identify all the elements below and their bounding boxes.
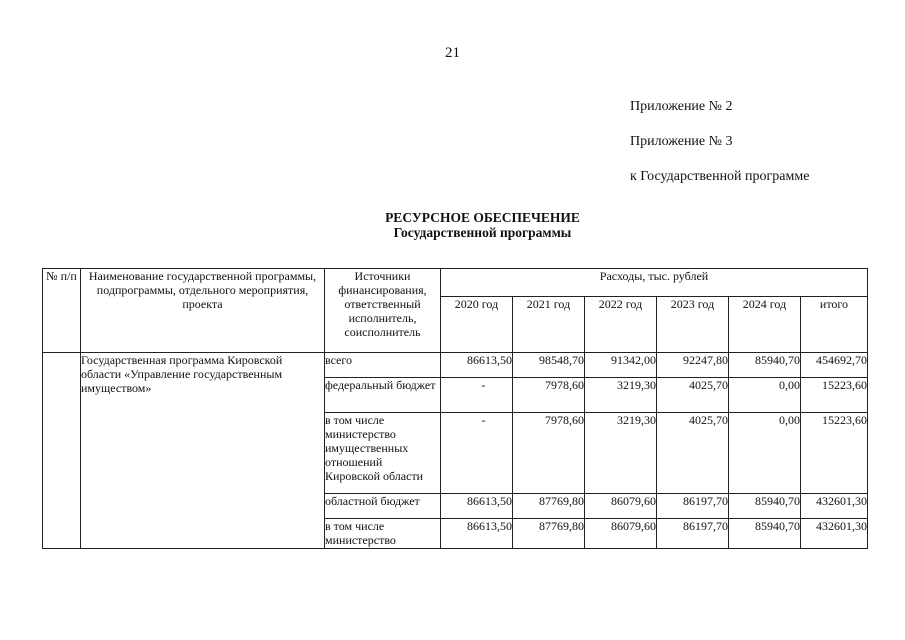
value-cell: 4025,70	[657, 413, 729, 494]
value-cell: 86613,50	[441, 519, 513, 549]
header-row-1	[43, 269, 868, 297]
value-cell: 7978,60	[513, 378, 585, 413]
value-cell: 0,00	[729, 413, 801, 494]
value-cell: 91342,00	[585, 353, 657, 378]
total-cell: 432601,30	[801, 519, 868, 549]
total-cell: 15223,60	[801, 413, 868, 494]
appendix-line-2: Приложение № 3	[630, 134, 733, 149]
header-year-2021: 2021 год	[513, 297, 585, 353]
value-cell: 86613,50	[441, 494, 513, 519]
value-cell: 85940,70	[729, 494, 801, 519]
document-title-line-2: Государственной программы	[393, 225, 572, 240]
resources-table	[42, 268, 868, 549]
value-cell: -	[441, 413, 513, 494]
table-row	[43, 353, 868, 378]
header-year-2024: 2024 год	[729, 297, 801, 353]
value-cell: 7978,60	[513, 413, 585, 494]
value-cell: 86197,70	[657, 519, 729, 549]
header-source: Источники финансирования, ответственный исполнитель, соисполнитель	[325, 269, 441, 353]
total-cell: 454692,70	[801, 353, 868, 378]
header-expenses: Расходы, тыс. рублей	[441, 269, 868, 297]
value-cell: 85940,70	[729, 353, 801, 378]
value-cell: 0,00	[729, 378, 801, 413]
source-cell: областной бюджет	[325, 494, 441, 519]
header-year-2023: 2023 год	[657, 297, 729, 353]
header-name: Наименование государственной программы, подпрограммы, отдельного мероприятия, проекта	[81, 269, 325, 353]
value-cell: 87769,80	[513, 494, 585, 519]
value-cell: 92247,80	[657, 353, 729, 378]
value-cell: 86079,60	[585, 494, 657, 519]
value-cell: 4025,70	[657, 378, 729, 413]
value-cell: 3219,30	[585, 378, 657, 413]
value-cell: 86613,50	[441, 353, 513, 378]
header-total: итого	[801, 297, 868, 353]
source-cell: федеральный бюджет	[325, 378, 441, 413]
program-name-cell: Государственная программа Кировской области «Управление государственным имуществом»	[81, 353, 325, 549]
document-title-line-1: РЕСУРСНОЕ ОБЕСПЕЧЕНИЕ	[385, 210, 580, 225]
source-cell: всего	[325, 353, 441, 378]
header-year-2020: 2020 год	[441, 297, 513, 353]
appendix-line-3: к Государственной программе	[630, 169, 810, 184]
appendix-line-1: Приложение № 2	[630, 99, 733, 114]
source-cell: в том числе министерство имущественных отношений Кировской области	[325, 413, 441, 494]
value-cell: -	[441, 378, 513, 413]
header-num: № п/п	[43, 269, 81, 353]
value-cell: 86079,60	[585, 519, 657, 549]
total-cell: 432601,30	[801, 494, 868, 519]
value-cell: 3219,30	[585, 413, 657, 494]
source-cell: в том числе министерство	[325, 519, 441, 549]
page-number: 21	[445, 45, 460, 61]
value-cell: 87769,80	[513, 519, 585, 549]
document-title	[0, 210, 905, 240]
value-cell: 98548,70	[513, 353, 585, 378]
row-number-cell	[43, 353, 81, 549]
total-cell: 15223,60	[801, 378, 868, 413]
value-cell: 86197,70	[657, 494, 729, 519]
value-cell: 85940,70	[729, 519, 801, 549]
header-year-2022: 2022 год	[585, 297, 657, 353]
